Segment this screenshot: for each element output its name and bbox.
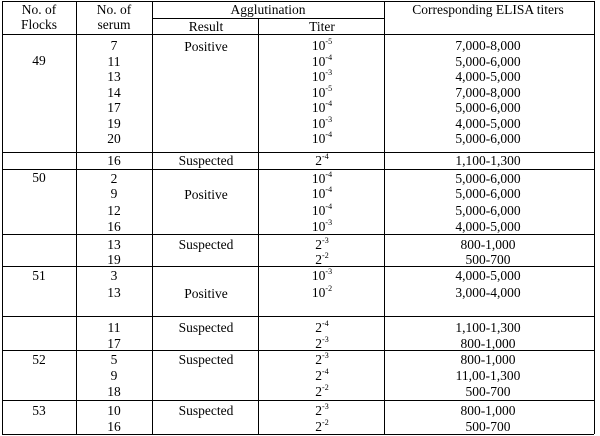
elisa-titer: 800-1,000 xyxy=(460,403,516,418)
column-divider-result xyxy=(258,19,259,434)
flock-number: 50 xyxy=(32,170,46,185)
table-right-border xyxy=(594,1,595,434)
titer-value xyxy=(312,131,332,146)
titer-exponent: -4 xyxy=(322,152,329,161)
titer-exponent: -3 xyxy=(322,402,329,411)
titer-exponent: -2 xyxy=(322,251,329,260)
titer-base: 10 xyxy=(311,38,326,53)
agglutination-subheader-line xyxy=(152,18,384,19)
titer-base: 10 xyxy=(311,69,326,84)
elisa-titer: 1,100-1,300 xyxy=(455,320,521,335)
titer-base: 2 xyxy=(315,252,323,267)
titer-base: 2 xyxy=(315,368,323,383)
elisa-titer: 4,000-5,000 xyxy=(455,219,521,234)
flock-number: 51 xyxy=(32,268,46,283)
header-flocks-line2: Flocks xyxy=(20,17,58,32)
elisa-titer: 7,000-8,000 xyxy=(455,38,521,53)
titer-base: 10 xyxy=(311,54,326,69)
titer-value xyxy=(312,85,332,100)
agglutination-result: Suspected xyxy=(178,320,234,335)
serum-number: 14 xyxy=(107,85,121,100)
group-border xyxy=(2,434,594,435)
titer-exponent: -5 xyxy=(325,37,333,46)
elisa-titer: 800-1,000 xyxy=(460,352,516,367)
elisa-titer: 4,000-5,000 xyxy=(455,69,521,84)
header-serum-line1: No. of xyxy=(96,2,132,17)
serum-number: 13 xyxy=(107,69,121,84)
column-divider-flocks xyxy=(76,1,77,434)
titer-value xyxy=(312,285,332,300)
titer-value xyxy=(312,171,332,186)
header-agglutination: Agglutination xyxy=(230,2,306,17)
serum-number: 3 xyxy=(110,268,118,283)
titer-base: 10 xyxy=(311,219,326,234)
elisa-titer: 500-700 xyxy=(465,252,511,267)
titer-exponent: -3 xyxy=(322,335,329,344)
elisa-titer: 5,000-6,000 xyxy=(455,54,521,69)
titer-base: 10 xyxy=(311,268,326,283)
titer-value xyxy=(312,186,332,201)
serum-number: 2 xyxy=(110,171,118,186)
titer-exponent: -4 xyxy=(322,367,329,376)
titer-value xyxy=(312,203,332,218)
flock-number: 52 xyxy=(32,352,46,367)
titer-exponent: -3 xyxy=(322,236,329,245)
flock-number: 49 xyxy=(32,53,46,68)
group-border xyxy=(2,234,594,235)
titer-base: 2 xyxy=(315,237,323,252)
titer-base: 2 xyxy=(315,352,323,367)
serum-number: 5 xyxy=(110,352,118,367)
titer-base: 10 xyxy=(311,171,326,186)
header-serum-line2: serum xyxy=(97,17,131,32)
elisa-titer: 3,000-4,000 xyxy=(455,285,521,300)
titer-base: 10 xyxy=(311,203,326,218)
titer-base: 2 xyxy=(315,336,323,351)
titer-value xyxy=(315,384,328,399)
titer-value xyxy=(312,219,332,234)
elisa-titer: 5,000-6,000 xyxy=(455,100,521,115)
serum-number: 7 xyxy=(110,38,118,53)
header-divider xyxy=(76,1,384,2)
elisa-titer: 500-700 xyxy=(465,384,511,399)
serum-number: 17 xyxy=(107,100,121,115)
titer-base: 10 xyxy=(311,186,326,201)
header-bottom-border xyxy=(2,34,594,35)
serum-number: 19 xyxy=(107,252,121,267)
header-elisa: Corresponding ELISA titers xyxy=(412,2,564,17)
serum-number: 11 xyxy=(107,54,121,69)
titer-exponent: -4 xyxy=(322,319,329,328)
titer-value xyxy=(312,268,332,283)
serum-number: 17 xyxy=(107,336,121,351)
titer-exponent: -3 xyxy=(325,267,333,276)
group-border xyxy=(2,169,594,170)
titer-base: 2 xyxy=(315,320,323,335)
titer-base: 10 xyxy=(311,131,326,146)
column-divider-serum xyxy=(152,1,153,434)
titer-base: 10 xyxy=(311,100,326,115)
serum-number: 16 xyxy=(107,419,121,434)
elisa-titer: 4,000-5,000 xyxy=(455,116,521,131)
serum-number: 18 xyxy=(107,384,121,399)
titer-exponent: -4 xyxy=(325,202,333,211)
titer-base: 2 xyxy=(315,403,323,418)
titer-exponent: -5 xyxy=(325,84,333,93)
elisa-titer: 7,000-8,000 xyxy=(455,85,521,100)
header-flocks-line1: No. of xyxy=(21,2,57,17)
header-titer: Titer xyxy=(309,19,335,34)
group-border xyxy=(2,400,594,401)
header-result: Result xyxy=(188,19,224,34)
column-divider-titer xyxy=(384,1,385,434)
flock-number: 53 xyxy=(32,403,46,418)
agglutination-result: Suspected xyxy=(178,153,234,168)
serum-number: 16 xyxy=(107,153,121,168)
elisa-titer: 11,00-1,300 xyxy=(455,368,521,383)
titer-exponent: -3 xyxy=(325,115,333,124)
titer-exponent: -3 xyxy=(325,68,333,77)
titer-exponent: -2 xyxy=(322,383,329,392)
elisa-titer: 5,000-6,000 xyxy=(455,186,521,201)
serum-number: 19 xyxy=(107,116,121,131)
titer-exponent: -4 xyxy=(325,99,333,108)
titer-value xyxy=(315,352,328,367)
group-border xyxy=(2,316,594,317)
elisa-titer: 4,000-5,000 xyxy=(455,268,521,283)
titer-value xyxy=(315,252,328,267)
serum-number: 12 xyxy=(107,203,121,218)
titer-exponent: -4 xyxy=(325,170,333,179)
elisa-titer: 500-700 xyxy=(465,419,511,434)
elisa-titer: 5,000-6,000 xyxy=(455,131,521,146)
titer-value xyxy=(315,368,328,383)
table-left-border xyxy=(2,1,3,434)
serum-number: 13 xyxy=(107,285,121,300)
titer-value xyxy=(312,116,332,131)
agglutination-result: Suspected xyxy=(178,352,234,367)
elisa-titer: 1,100-1,300 xyxy=(455,153,521,168)
titer-value xyxy=(312,69,332,84)
titer-exponent: -3 xyxy=(325,218,333,227)
elisa-titer: 5,000-6,000 xyxy=(455,171,521,186)
serum-number: 10 xyxy=(107,403,121,418)
serum-number: 20 xyxy=(107,131,121,146)
serum-number: 9 xyxy=(110,186,118,201)
titer-base: 2 xyxy=(315,153,323,168)
elisa-titer: 5,000-6,000 xyxy=(455,203,521,218)
titer-base: 2 xyxy=(315,384,323,399)
titer-base: 10 xyxy=(311,116,326,131)
serum-number: 9 xyxy=(110,368,118,383)
titer-value xyxy=(315,336,328,351)
agglutination-result: Positive xyxy=(184,39,228,54)
serum-number: 11 xyxy=(107,320,121,335)
titer-value xyxy=(312,100,332,115)
serum-number: 16 xyxy=(107,219,121,234)
titer-exponent: -2 xyxy=(322,418,329,427)
elisa-titer: 800-1,000 xyxy=(460,336,516,351)
agglutination-result: Suspected xyxy=(178,403,234,418)
elisa-titer: 800-1,000 xyxy=(460,237,516,252)
titer-value xyxy=(312,38,332,53)
agglutination-result: Positive xyxy=(184,187,228,202)
titer-exponent: -3 xyxy=(322,351,329,360)
serum-number: 13 xyxy=(107,237,121,252)
titer-base: 2 xyxy=(315,419,323,434)
titer-value xyxy=(315,153,328,168)
titer-value xyxy=(312,54,332,69)
titer-value xyxy=(315,403,328,418)
titer-value xyxy=(315,320,328,335)
titer-exponent: -4 xyxy=(325,130,333,139)
titer-base: 10 xyxy=(311,285,326,300)
agglutination-result: Positive xyxy=(184,286,228,301)
titer-value xyxy=(315,419,328,434)
agglutination-result: Suspected xyxy=(178,237,234,252)
titer-base: 10 xyxy=(311,85,326,100)
titer-exponent: -4 xyxy=(325,185,333,194)
titer-value xyxy=(315,237,328,252)
titer-exponent: -4 xyxy=(325,53,333,62)
titer-exponent: -2 xyxy=(325,284,333,293)
